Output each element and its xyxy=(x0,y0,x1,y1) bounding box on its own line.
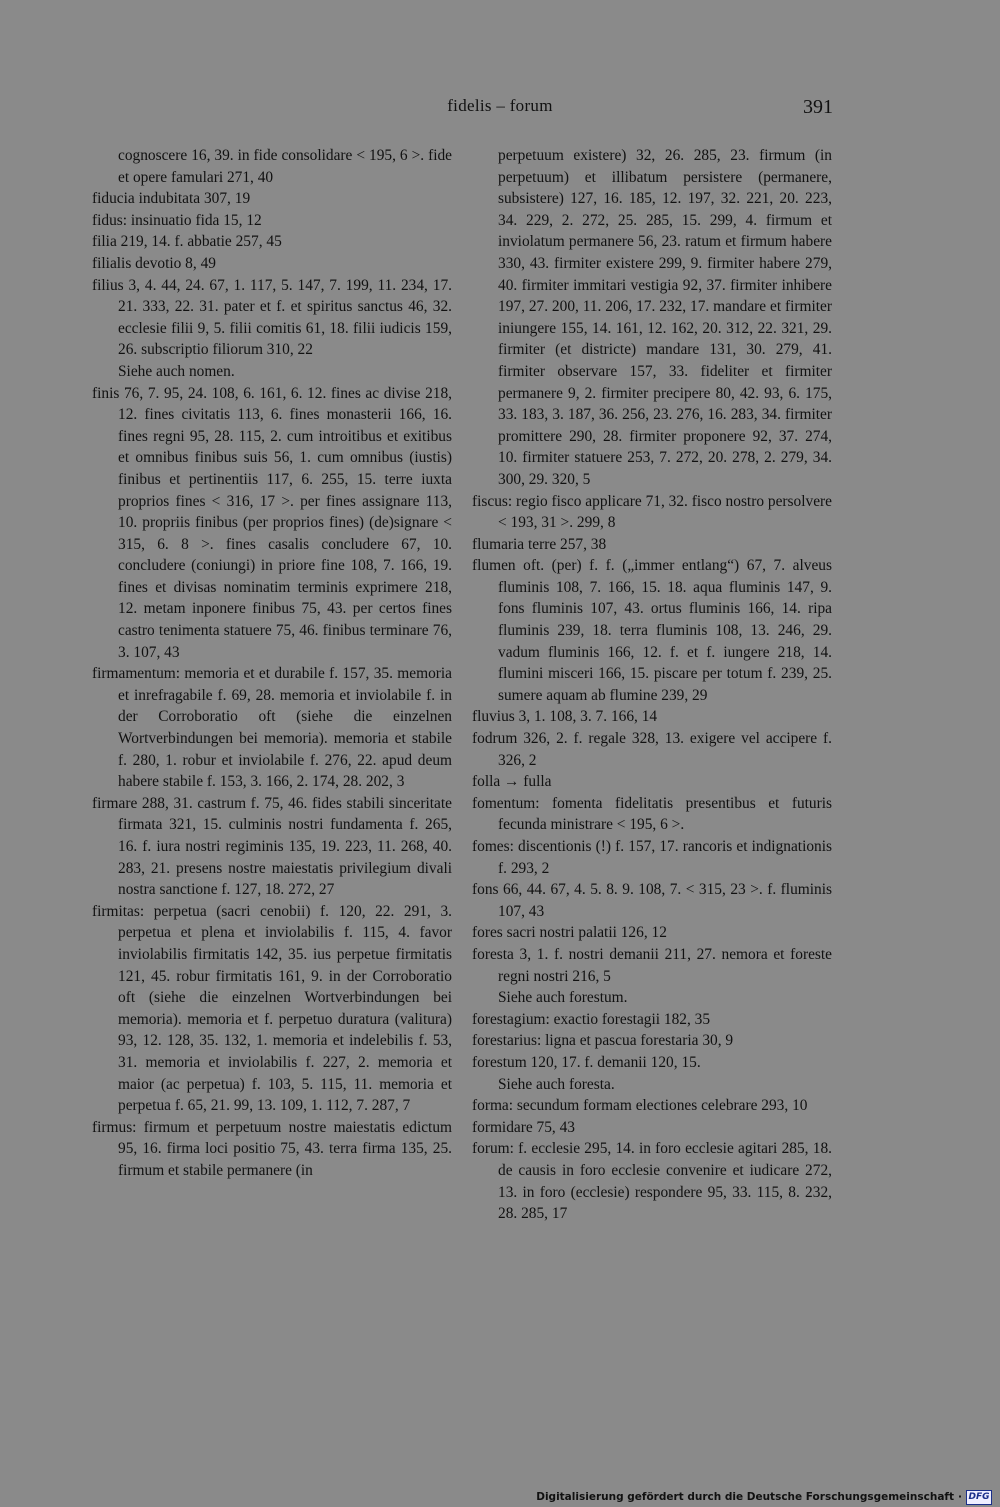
running-title: fidelis – forum xyxy=(447,96,553,115)
left-column xyxy=(92,145,452,1182)
index-entry: fodrum 326, 2. f. regale 328, 13. exigere vel accipere f. 326, 2 xyxy=(472,730,832,769)
index-entry: fomes: discentionis (!) f. 157, 17. rancoris et indignationis f. 293, 2 xyxy=(472,838,832,877)
footer-credit: Digitalisierung gefördert durch die Deutsche Forschungsgemeinschaft · DFG xyxy=(536,1489,992,1505)
index-entry: Siehe auch nomen. xyxy=(118,362,235,380)
index-entry: fiducia indubitata 307, 19 xyxy=(92,190,251,208)
footer-text: Digitalisierung gefördert durch die Deutsche Forschungsgemeinschaft xyxy=(536,1491,954,1503)
index-entry: filius 3, 4. 44, 24. 67, 1. 117, 5. 147, 7. 199, 11. 234, 17. 21. 333, 22. 31. pater et f. et spiritus sanctus 46, 32. ecclesie filii 9, 5. filii comitis 61, 18. filii iudicis 159, 26. subscriptio filiorum 310, 22 xyxy=(92,276,452,359)
index-entry: fons 66, 44. 67, 4. 5. 8. 9. 108, 7. < 315, 23 >. f. fluminis 107, 43 xyxy=(472,881,832,920)
index-entry: Siehe auch foresta. xyxy=(498,1075,615,1093)
index-entry: formidare 75, 43 xyxy=(472,1118,575,1136)
index-entry: firmamentum: memoria et et durabile f. 157, 35. memoria et inrefragabile f. 69, 28. memoria et inviolabile f. in der Corroboratio oft (siehe die einzelnen Wortverbindungen bei memoria). memoria et stabile f. 280, 1. robur et inviolabile f. 276, 22. apud deum habere stabile f. 153, 3. 166, 2. 174, 28. 202, 3 xyxy=(92,665,452,791)
index-entry: perpetuum existere) 32, 26. 285, 23. firmum (in perpetuum) et illibatum persistere (permanere, subsistere) 127, 16. 185, 12. 197, 32. 221, 20. 223, 34. 229, 2. 272, 25. 285, 15. 299, 4. firmum et inviolatum permanere 56, 23. ratum et firmum habere 330, 43. firmiter existere 299, 9. firmiter habere 279, 40. firmiter immitari vestigia 92, 37. firmiter inhibere 197, 27. 200, 11. 206, 17. 232, 17. mandare et firmiter iniungere 155, 14. 161, 12. 162, 20. 312, 22. 321, 29. firmiter (et districte) mandare 131, 30. 279, 41. firmiter observare 157, 33. fideliter et firmiter permanere 9, 2. firmiter precipere 80, 42. 93, 6. 175, 33. 183, 3. 187, 36. 256, 23. 276, 16. 283, 34. firmiter promittere 290, 28. firmiter proponere 92, 37. 274, 10. firmiter statuere 253, 7. 272, 20. 278, 2. 279, 34. 300, 29. 320, 5 xyxy=(498,147,832,488)
index-entry: filia 219, 14. f. abbatie 257, 45 xyxy=(92,233,282,251)
index-entry: finis 76, 7. 95, 24. 108, 6. 161, 6. 12. fines ac divise 218, 12. fines civitatis 113, 6. fines monasterii 166, 16. fines regni 95, 28. 115, 2. cum introitibus et exitibus et omnibus finibus suis 56, 1. cum omnibus (iustis) finibus et pertinentiis 117, 6. 255, 15. terre iuxta proprios fines < 316, 17 >. per fines assignare 113, 10. propriis finibus (per proprios fines) (de)signare < 315, 6. 8 >. fines casalis concludere 67, 10. concludere (coniungi) in priore fine 108, 7. 166, 19. fines et divisas nominatim terminis exprimere 218, 12. metam inponere finibus 75, 43. per certos fines castro tenimenta statuere 75, 46. finibus terminare 76, 3. 107, 43 xyxy=(92,384,452,661)
index-entry: fores sacri nostri palatii 126, 12 xyxy=(472,924,667,942)
page-header xyxy=(0,96,1000,126)
page-number: 391 xyxy=(803,96,833,118)
right-column xyxy=(472,145,832,1225)
index-entry: firmare 288, 31. castrum f. 75, 46. fides stabili sinceritate firmata 321, 15. culminis nostri fundamenta f. 265, 16. f. iura nostri regiminis 135, 19. 223, 11. 268, 40. 283, 21. presens nostre maiestatis privilegium divali nostra sanctione f. 127, 18. 272, 27 xyxy=(92,794,452,899)
index-entry: Siehe auch forestum. xyxy=(498,989,628,1007)
index-entry: firmitas: perpetua (sacri cenobii) f. 120, 22. 291, 3. perpetua et plena et inviolabilis f. 115, 4. favor inviolabilis firmitatis 142, 35. ius perpetue firmitatis 121, 45. robur firmitatis 161, 9. in der Corroboratio oft (siehe die einzelnen Wortverbindungen bei memoria). memoria et f. perpetuo duratura (valitura) 93, 12. 128, 35. 132, 1. memoria et indelebilis f. 53, 31. memoria et inviolabilis f. 227, 2. memoria et maior (ac perpetua) f. 103, 5. 115, 11. memoria et perpetua f. 65, 21. 99, 13. 109, 1. 112, 7. 287, 7 xyxy=(92,902,452,1115)
index-entry: fluvius 3, 1. 108, 3. 7. 166, 14 xyxy=(472,708,658,726)
index-entry: forestum 120, 17. f. demanii 120, 15. xyxy=(472,1053,701,1071)
index-entry: forestagium: exactio forestagii 182, 35 xyxy=(472,1010,711,1028)
index-entry: firmus: firmum et perpetuum nostre maiestatis edictum 95, 16. firma loci positio 75, 43. terra firma 135, 25. firmum et stabile permanere (in xyxy=(92,1118,452,1179)
index-entry: filialis devotio 8, 49 xyxy=(92,254,216,272)
index-entry: fomentum: fomenta fidelitatis presentibus et futuris fecunda ministrare < 195, 6 >. xyxy=(472,794,832,834)
index-entry: folla → fulla xyxy=(472,773,552,791)
index-entry: fidus: insinuatio fida 15, 12 xyxy=(92,211,262,229)
index-entry: cognoscere 16, 39. in fide consolidare < 195, 6 >. fide et opere famulari 271, 40 xyxy=(118,147,452,186)
index-entry: flumen oft. (per) f. f. („immer entlang“) 67, 7. alveus fluminis 108, 7. 166, 15. 18. aqua fluminis 147, 9. fons fluminis 107, 43. ortus fluminis 166, 14. ripa fluminis 239, 18. terra fluminis 108, 13. 246, 29. vadum fluminis 166, 12. f. et f. iungere 218, 14. flumini misceri 166, 15. piscare per totum f. 239, 25. sumere aquam ab flumine 239, 29 xyxy=(472,557,832,704)
index-entry: forum: f. ecclesie 295, 14. in foro ecclesie agitari 285, 18. de causis in foro ecclesie convenire et iudicare 272, 13. in foro (ecclesie) respondere 95, 33. 115, 8. 232, 28. 285, 17 xyxy=(472,1140,832,1223)
index-entry: fiscus: regio fisco applicare 71, 32. fisco nostro persolvere < 193, 31 >. 299, 8 xyxy=(472,492,832,532)
index-entry: forma: secundum formam electiones celebrare 293, 10 xyxy=(472,1097,808,1115)
index-entry: foresta 3, 1. f. nostri demanii 211, 27. nemora et foreste regni nostri 216, 5 xyxy=(472,945,832,985)
dfg-logo-icon: DFG xyxy=(966,1490,992,1505)
index-entry: forestarius: ligna et pascua forestaria 30, 9 xyxy=(472,1032,734,1050)
index-entry: flumaria terre 257, 38 xyxy=(472,535,607,553)
